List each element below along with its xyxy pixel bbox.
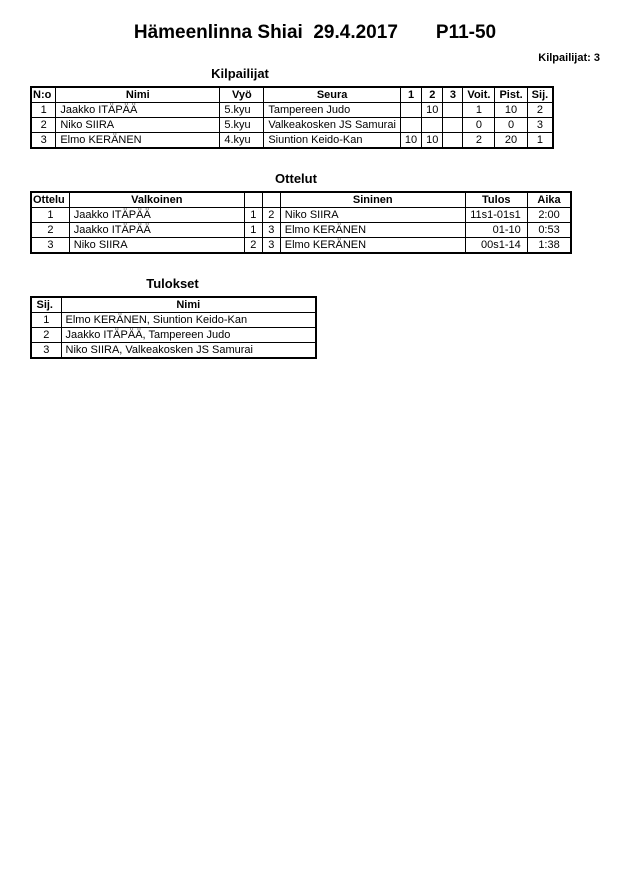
table-cell: Valkeakosken JS Samurai bbox=[264, 118, 401, 133]
table-cell: Tampereen Judo bbox=[264, 103, 401, 118]
table-cell: 0 bbox=[495, 118, 527, 133]
table-cell: 3 bbox=[31, 238, 69, 254]
table-cell: 3 bbox=[262, 223, 280, 238]
ottelut-section bbox=[30, 171, 630, 254]
table-cell: 5.kyu bbox=[220, 118, 264, 133]
table-cell: 1 bbox=[31, 208, 69, 223]
table-row bbox=[31, 208, 571, 223]
header-row bbox=[31, 87, 553, 103]
title-event: Hämeenlinna Shiai 29.4.2017 bbox=[133, 22, 398, 43]
table-row bbox=[31, 133, 553, 149]
table-cell bbox=[443, 133, 463, 149]
table-cell bbox=[422, 118, 443, 133]
competitors-count: Kilpailijat: 3 bbox=[538, 52, 600, 64]
header-row bbox=[31, 192, 571, 208]
table-cell bbox=[400, 118, 421, 133]
table-row bbox=[31, 343, 316, 359]
column-header: Sij. bbox=[527, 87, 553, 103]
table-cell: 2 bbox=[463, 133, 495, 149]
table-cell: Jaakko ITÄPÄÄ, Tampereen Judo bbox=[61, 328, 316, 343]
table-cell: 5.kyu bbox=[220, 103, 264, 118]
column-header: Vyö bbox=[220, 87, 264, 103]
kilpailijat-table bbox=[30, 86, 554, 149]
table-cell: Elmo KERÄNEN bbox=[56, 133, 220, 149]
table-cell: Niko SIIRA bbox=[69, 238, 244, 254]
table-cell: 4.kyu bbox=[220, 133, 264, 149]
table-cell: Elmo KERÄNEN bbox=[280, 238, 465, 254]
table-cell: 01-10 bbox=[465, 223, 527, 238]
column-header: Tulos bbox=[465, 192, 527, 208]
table-cell: Niko SIIRA bbox=[56, 118, 220, 133]
table-cell: 2 bbox=[244, 238, 262, 254]
table-cell: Jaakko ITÄPÄÄ bbox=[56, 103, 220, 118]
column-header: Aika bbox=[527, 192, 571, 208]
table-cell: Niko SIIRA bbox=[280, 208, 465, 223]
table-cell: 3 bbox=[31, 133, 56, 149]
table-cell: 0:53 bbox=[527, 223, 571, 238]
column-header: Seura bbox=[264, 87, 401, 103]
table-cell: 1 bbox=[244, 208, 262, 223]
kilpailijat-heading: Kilpailijat bbox=[211, 66, 269, 81]
page-title bbox=[0, 22, 630, 44]
column-header: 3 bbox=[443, 87, 463, 103]
table-cell: 10 bbox=[400, 133, 421, 149]
table-cell: 10 bbox=[495, 103, 527, 118]
title-category: P11-50 bbox=[435, 22, 497, 43]
table-row bbox=[31, 223, 571, 238]
table-cell: 2 bbox=[527, 103, 553, 118]
table-cell: 1 bbox=[31, 313, 61, 328]
table-cell: 1 bbox=[244, 223, 262, 238]
table-cell: Siuntion Keido-Kan bbox=[264, 133, 401, 149]
table-cell: 10 bbox=[422, 103, 443, 118]
table-cell: Elmo KERÄNEN, Siuntion Keido-Kan bbox=[61, 313, 316, 328]
table-cell: 2 bbox=[31, 118, 56, 133]
table-cell: 1 bbox=[463, 103, 495, 118]
header-row bbox=[31, 297, 316, 313]
tulokset-section bbox=[30, 276, 630, 359]
tulokset-table bbox=[30, 296, 317, 359]
table-cell: 3 bbox=[31, 343, 61, 359]
table-cell: 2 bbox=[31, 223, 69, 238]
table-cell: Jaakko ITÄPÄÄ bbox=[69, 208, 244, 223]
table-cell: Niko SIIRA, Valkeakosken JS Samurai bbox=[61, 343, 316, 359]
kilpailijat-section bbox=[30, 66, 630, 149]
column-header: Voit. bbox=[463, 87, 495, 103]
table-cell: 3 bbox=[262, 238, 280, 254]
table-row bbox=[31, 328, 316, 343]
tulokset-heading: Tulokset bbox=[146, 276, 199, 291]
column-header bbox=[262, 192, 280, 208]
ottelut-table bbox=[30, 191, 572, 254]
table-cell: 1:38 bbox=[527, 238, 571, 254]
table-cell: 2 bbox=[31, 328, 61, 343]
column-header: N:o bbox=[31, 87, 56, 103]
column-header: 1 bbox=[400, 87, 421, 103]
table-cell: 00s1-14 bbox=[465, 238, 527, 254]
column-header: 2 bbox=[422, 87, 443, 103]
table-cell: Jaakko ITÄPÄÄ bbox=[69, 223, 244, 238]
column-header bbox=[244, 192, 262, 208]
table-cell: 3 bbox=[527, 118, 553, 133]
table-cell: 2:00 bbox=[527, 208, 571, 223]
table-cell: 0 bbox=[463, 118, 495, 133]
table-cell: 11s1-01s1 bbox=[465, 208, 527, 223]
table-row bbox=[31, 103, 553, 118]
table-cell bbox=[443, 103, 463, 118]
column-header: Ottelu bbox=[31, 192, 69, 208]
table-cell: Elmo KERÄNEN bbox=[280, 223, 465, 238]
column-header: Nimi bbox=[56, 87, 220, 103]
column-header: Pist. bbox=[495, 87, 527, 103]
table-cell bbox=[443, 118, 463, 133]
table-cell: 10 bbox=[422, 133, 443, 149]
ottelut-heading: Ottelut bbox=[275, 171, 317, 186]
table-cell: 2 bbox=[262, 208, 280, 223]
table-cell bbox=[400, 103, 421, 118]
table-cell: 20 bbox=[495, 133, 527, 149]
table-cell: 1 bbox=[527, 133, 553, 149]
column-header: Sij. bbox=[31, 297, 61, 313]
column-header: Nimi bbox=[61, 297, 316, 313]
table-row bbox=[31, 118, 553, 133]
table-cell: 1 bbox=[31, 103, 56, 118]
column-header: Sininen bbox=[280, 192, 465, 208]
column-header: Valkoinen bbox=[69, 192, 244, 208]
table-row bbox=[31, 313, 316, 328]
table-row bbox=[31, 238, 571, 254]
